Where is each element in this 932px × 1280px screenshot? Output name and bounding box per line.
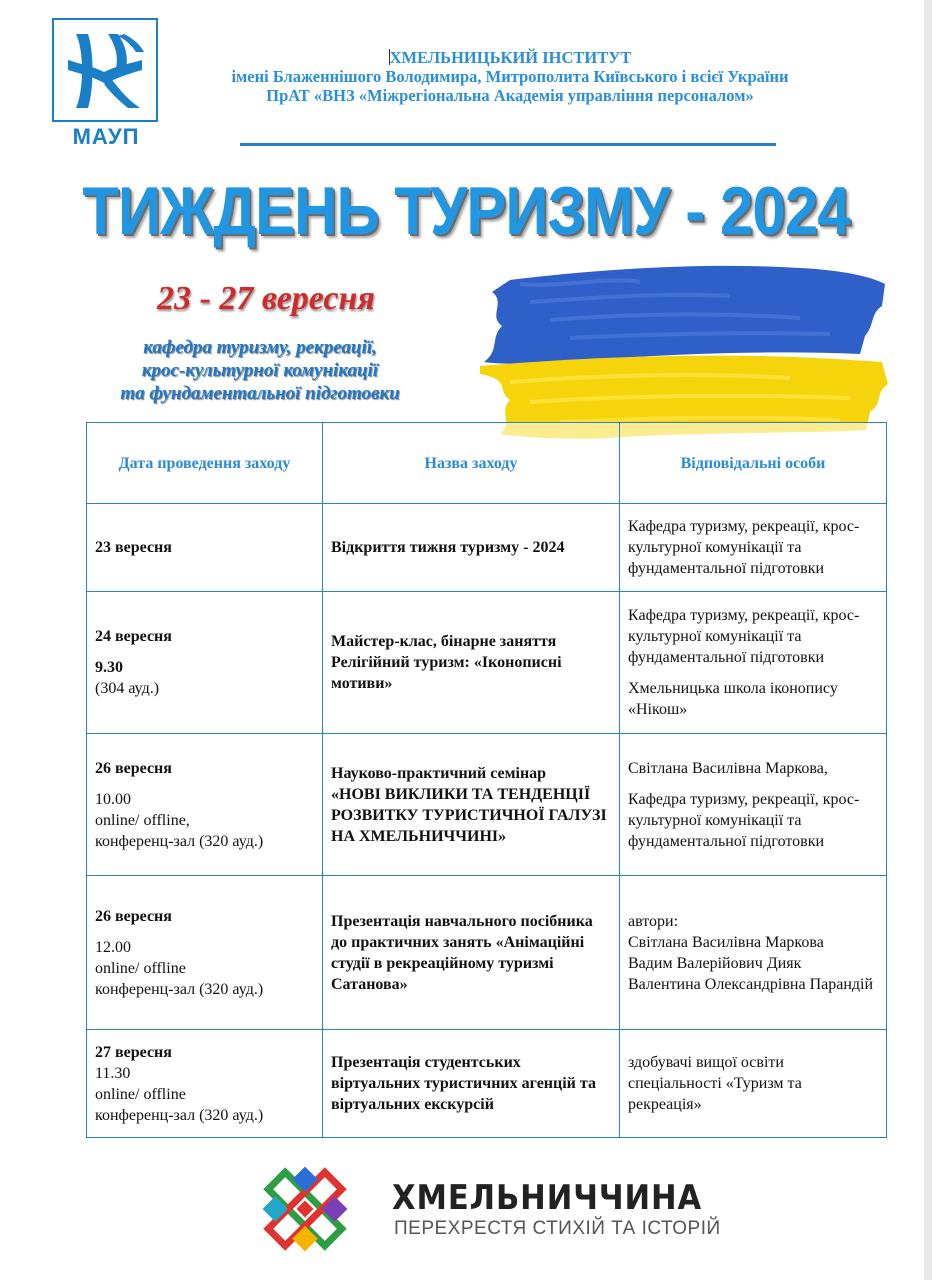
- event-place-1: online/ offline,: [95, 811, 190, 829]
- page-edge: [924, 0, 932, 1280]
- author-3: Валентина Олександрівна Парандій: [628, 975, 874, 993]
- table-row: [87, 504, 887, 592]
- responsible-cell: Кафедра туризму, рекреації, крос-культурної комунікації та фундаментальної підготовки: [620, 504, 887, 592]
- event-place: (304 ауд.): [95, 680, 160, 697]
- event-date: 26 вересня: [95, 907, 172, 925]
- event-place-2: конференц-зал (320 ауд.): [95, 1106, 264, 1124]
- logo-text: МАУП: [72, 124, 140, 149]
- table-row: [87, 1030, 887, 1138]
- event-place-1: online/ offline: [95, 1085, 186, 1103]
- table-row: [87, 734, 887, 876]
- header-line-1: [160, 48, 860, 67]
- event-cell: [323, 592, 620, 734]
- schedule-table: [86, 422, 887, 1138]
- footer-title: ХМЕЛЬНИЧЧИНА: [392, 1178, 703, 1218]
- table-header-row: [87, 423, 887, 504]
- event-cell: Презентація студентських віртуальних туристичних агенцій та віртуальних екскурсій: [323, 1030, 620, 1138]
- department-line-1: кафедра туризму, рекреації,: [143, 337, 377, 358]
- responsible-cell: [620, 876, 887, 1030]
- event-date: 26 вересня: [95, 759, 172, 777]
- table-row: [87, 876, 887, 1030]
- responsible-cell: здобувачі вищої освіти спеціальності «Туризм та рекреація»: [620, 1030, 887, 1138]
- event-time: 10.00: [95, 790, 131, 808]
- author-2: Вадим Валерійович Дияк: [628, 954, 802, 972]
- header-divider: [240, 143, 776, 146]
- event-date: 23 вересня: [95, 539, 172, 556]
- event-cell: [323, 734, 620, 876]
- department-line-2: крос-культурної комунікації: [141, 360, 379, 381]
- column-header-event: Назва заходу: [323, 423, 620, 504]
- ukraine-flag-icon: [470, 262, 890, 442]
- institute-name: ХМЕЛЬНИЦЬКИЙ ІНСТИТУТ: [389, 48, 632, 67]
- maup-emblem-icon: [52, 18, 158, 122]
- footer-subtitle: ПЕРЕХРЕСТЯ СТИХІЙ ТА ІСТОРІЙ: [394, 1218, 721, 1239]
- column-header-date: Дата проведення заходу: [87, 423, 323, 504]
- event-title-line-1: Науково-практичний семінар: [331, 764, 547, 782]
- event-time: 9.30: [95, 659, 123, 676]
- responsible-cell: [620, 592, 887, 734]
- header-line-3: ПрАТ «ВНЗ «Міжрегіональна Академія управління персоналом»: [266, 86, 754, 105]
- date-cell: [87, 1030, 323, 1138]
- event-time: 11.30: [95, 1064, 131, 1082]
- event-dates: 23 - 27 вересня: [157, 280, 375, 317]
- department-line-3: та фундаментальної підготовки: [120, 383, 400, 404]
- responsible-2: Хмельницька школа іконопису «Нікош»: [628, 680, 838, 718]
- event-title-line-2: «НОВІ ВИКЛИКИ ТА ТЕНДЕНЦІЇ РОЗВИТКУ ТУРИСТИЧНОЇ ГАЛУЗІ НА ХМЕЛЬНИЧЧИНІ»: [331, 785, 607, 845]
- event-cell: Відкриття тижня туризму - 2024: [323, 504, 620, 592]
- event-place-1: online/ offline: [95, 959, 186, 977]
- event-place-2: конференц-зал (320 ауд.): [95, 980, 264, 998]
- department-name: [70, 336, 450, 405]
- maup-logo: [52, 18, 160, 148]
- responsible-1: Кафедра туризму, рекреації, крос-культурної комунікації та фундаментальної підготовки: [628, 607, 860, 666]
- event-date: 27 вересня: [95, 1043, 172, 1061]
- date-cell: [87, 504, 323, 592]
- date-cell: [87, 734, 323, 876]
- event-place-2: конференц-зал (320 ауд.): [95, 832, 264, 850]
- poster-title: ТИЖДЕНЬ ТУРИЗМУ - 2024: [82, 173, 850, 249]
- authors-label: автори:: [628, 912, 679, 930]
- column-header-responsible: Відповідальні особи: [620, 423, 887, 504]
- event-time: 12.00: [95, 938, 131, 956]
- author-1: Світлана Василівна Маркова: [628, 933, 824, 951]
- date-cell: [87, 592, 323, 734]
- event-title-line-1: Майстер-клас, бінарне заняття: [331, 633, 557, 650]
- responsible-2: Кафедра туризму, рекреації, крос-культурної комунікації та фундаментальної підготовки: [628, 790, 860, 850]
- event-date: 24 вересня: [95, 628, 172, 645]
- responsible-1: Світлана Василівна Маркова,: [628, 759, 828, 777]
- event-title-line-2: Релігійний туризм: «Іконописні мотиви»: [331, 654, 562, 692]
- responsible-cell: [620, 734, 887, 876]
- institute-header: [160, 48, 860, 105]
- header-line-2: імені Блаженнішого Володимира, Митрополита Київського і всієї України: [231, 67, 789, 86]
- table-row: [87, 592, 887, 734]
- date-cell: [87, 876, 323, 1030]
- khmelnychchyna-emblem-icon: [240, 1144, 370, 1274]
- event-cell: Презентація навчального посібника до практичних занять «Анімаційні студії в рекреаційному туризмі Сатанова»: [323, 876, 620, 1030]
